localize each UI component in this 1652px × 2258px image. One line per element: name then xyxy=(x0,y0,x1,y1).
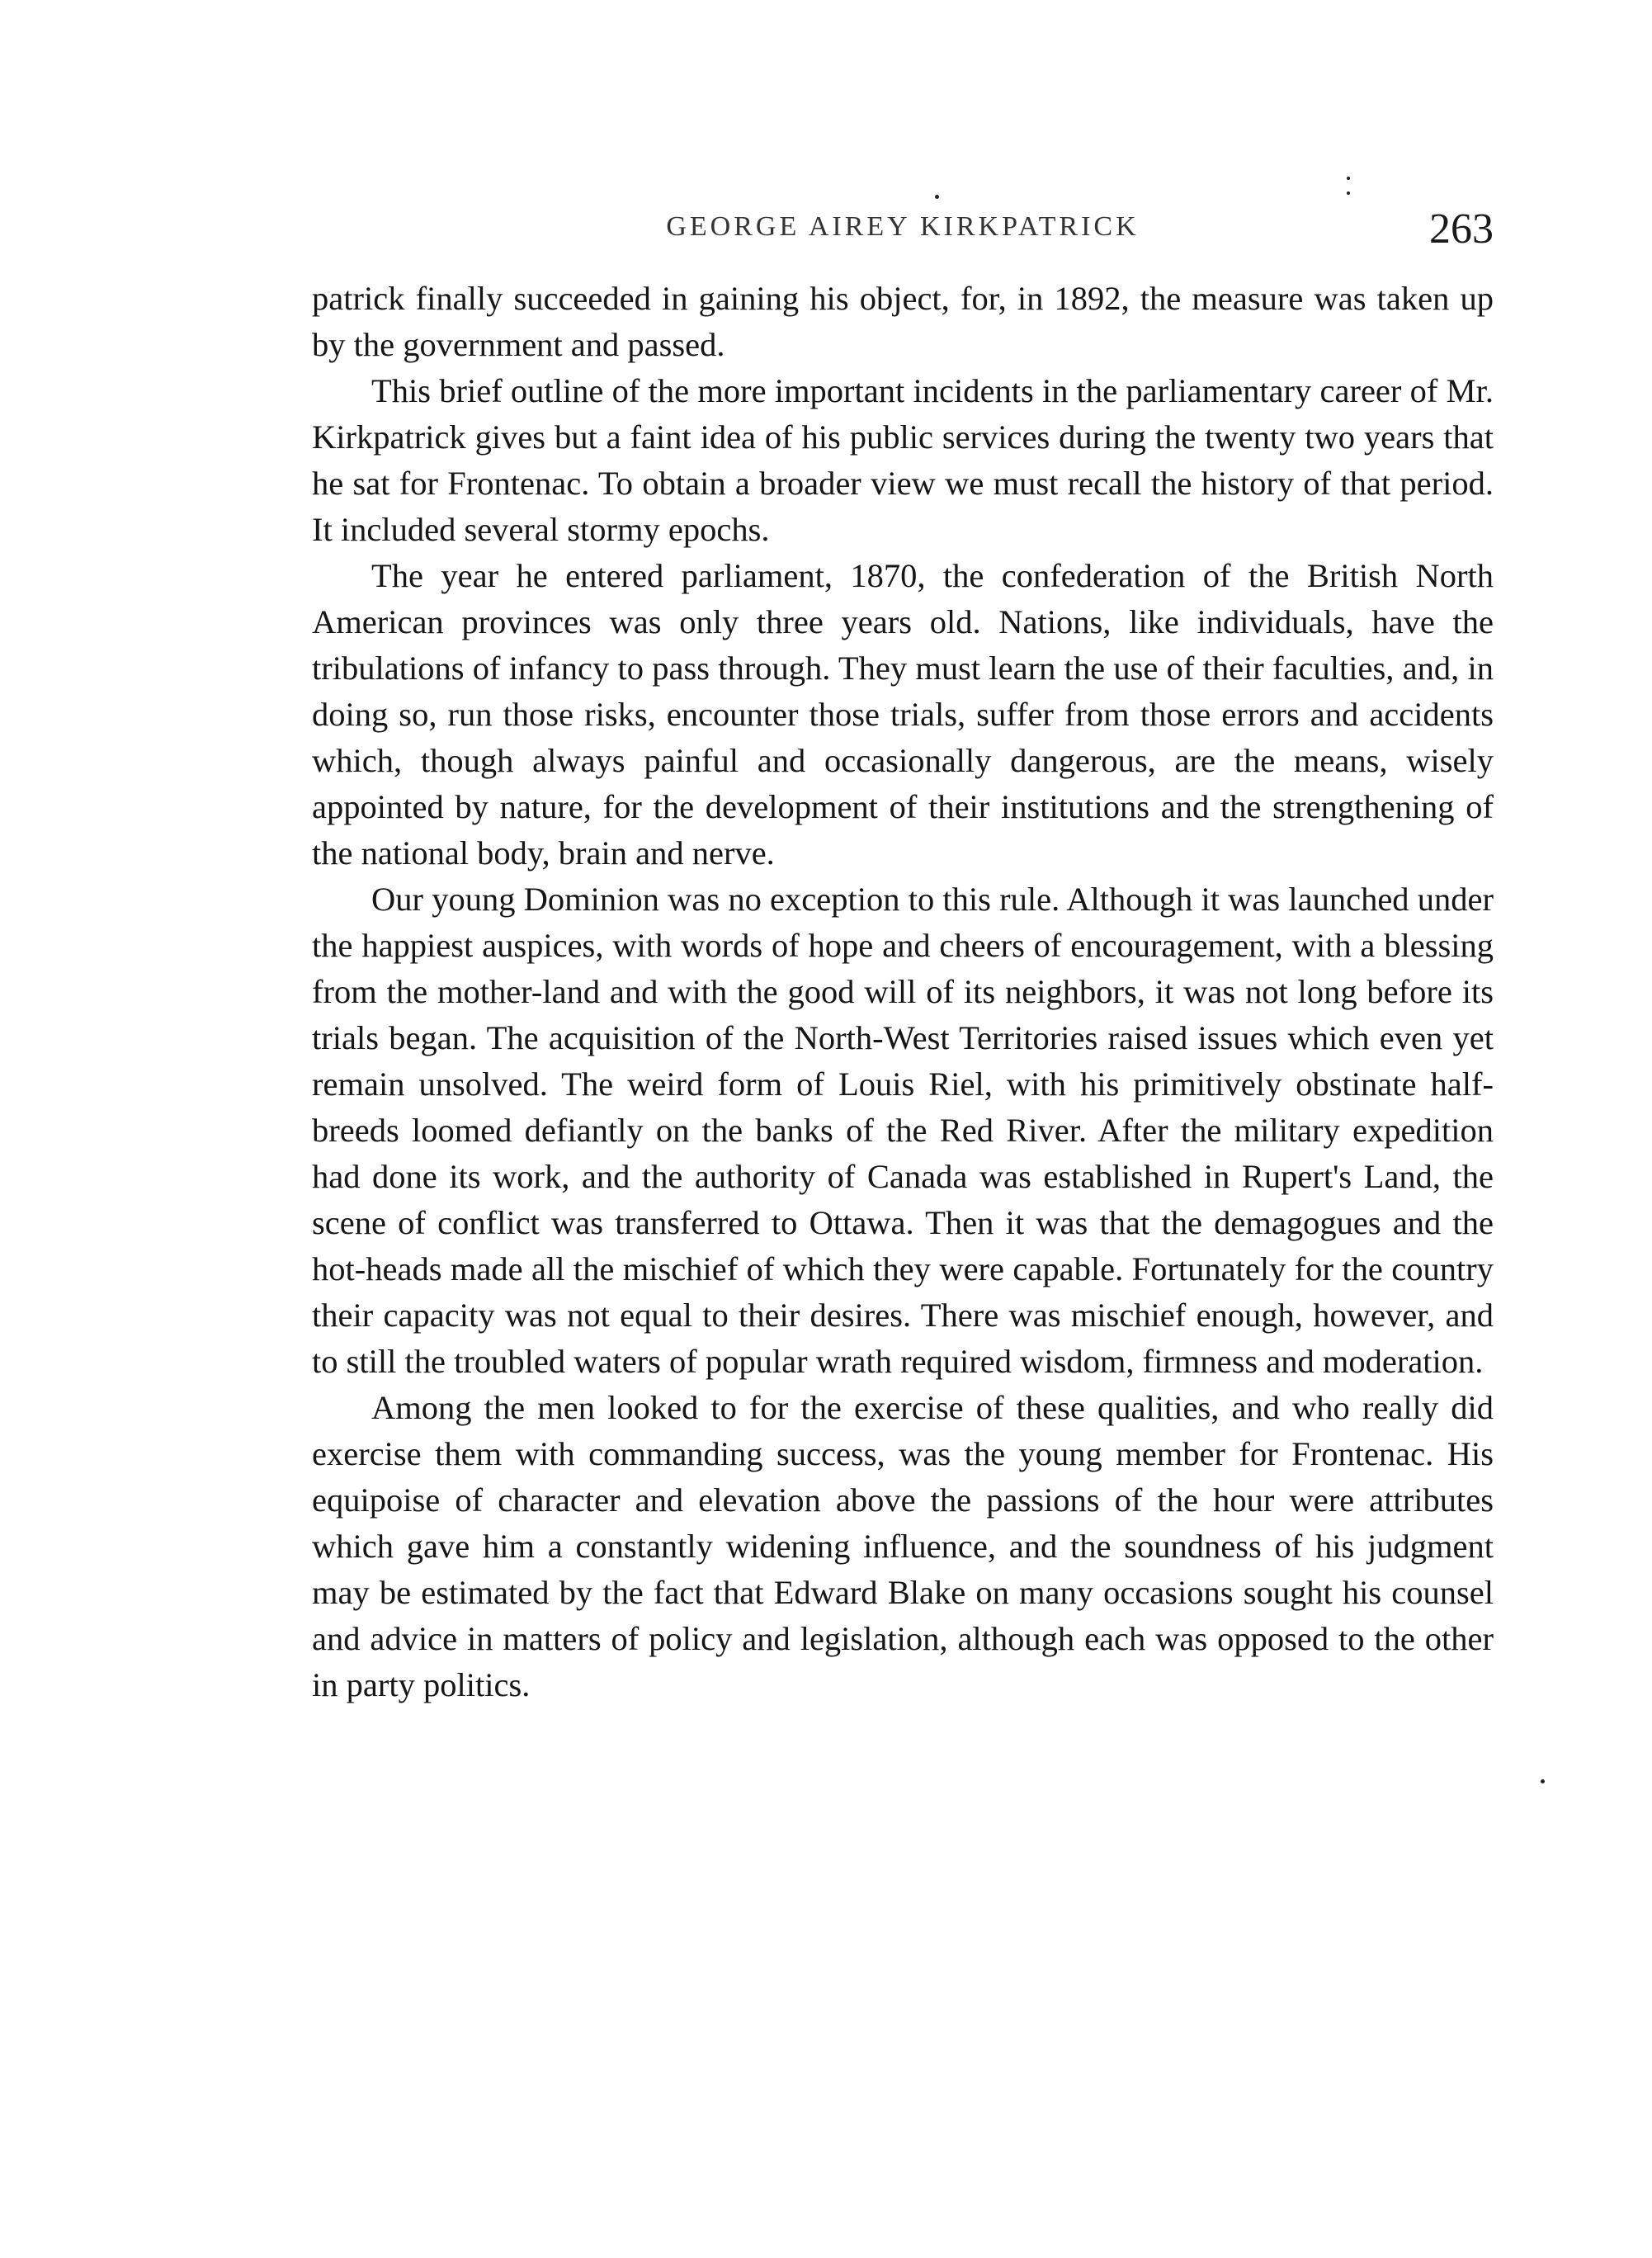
paragraph: Our young Dominion was no exception to this rule. Although it was launched under the happiest auspices, with words of hope and cheers of encouragement, with a blessing from the mother-land and with the good will of its neighbors, it was not long before its trials began. The acquisition of the North-West Territories raised issues which even yet remain unsolved. The weird form of Louis Riel, with his primitively obstinate half-breeds loomed defiantly on the banks of the Red River. After the military expedition had done its work, and the authority of Canada was established in Rupert's Land, the scene of conflict was transferred to Ottawa. Then it was that the demagogues and the hot-heads made all the mischief of which they were capable. Fortunately for the country their capacity was not equal to their desires. There was mischief enough, however, and to still the troubled waters of popular wrath required wisdom, firmness and moderation. xyxy=(312,881,1494,1380)
page-number: 263 xyxy=(1429,205,1494,253)
scan-speck xyxy=(935,195,939,199)
scan-speck xyxy=(1541,1779,1545,1783)
paragraph: This brief outline of the more important incidents in the parliamentary career of Mr. Kirkpatrick gives but a faint idea of his public services during the twenty two years that he sat for Frontenac. To obtain a broader view we must recall the history of that period. It included several stormy epochs. xyxy=(312,372,1494,548)
scan-speck xyxy=(1347,191,1350,195)
body-text xyxy=(312,276,1494,1708)
paragraph: The year he entered parliament, 1870, the confederation of the British North American provinces was only three years old. Nations, like individuals, have the tribulations of infancy to pass through. They must learn the use of their faculties, and, in doing so, run those risks, encounter those trials, suffer from those errors and accidents which, though always painful and occasionally dangerous, are the means, wisely appointed by nature, for the development of their institutions and the strengthening of the national body, brain and nerve. xyxy=(312,557,1494,872)
running-title: GEORGE AIREY KIRKPATRICK xyxy=(666,211,1140,242)
page-header xyxy=(312,205,1494,254)
paragraph-continued: patrick finally succeeded in gaining his object, for, in 1892, the measure was taken up by the government and passed. xyxy=(312,280,1494,363)
paragraph: Among the men looked to for the exercise of these qualities, and who really did exercise them with commanding success, was the young member for Frontenac. His equipoise of character and elevation above the passions of the hour were attributes which gave him a constantly widening influence, and the soundness of his judgment may be estimated by the fact that Edward Blake on many occasions sought his counsel and advice in matters of policy and legislation, although each was opposed to the other in party politics. xyxy=(312,1389,1494,1703)
scan-speck xyxy=(1347,177,1350,180)
